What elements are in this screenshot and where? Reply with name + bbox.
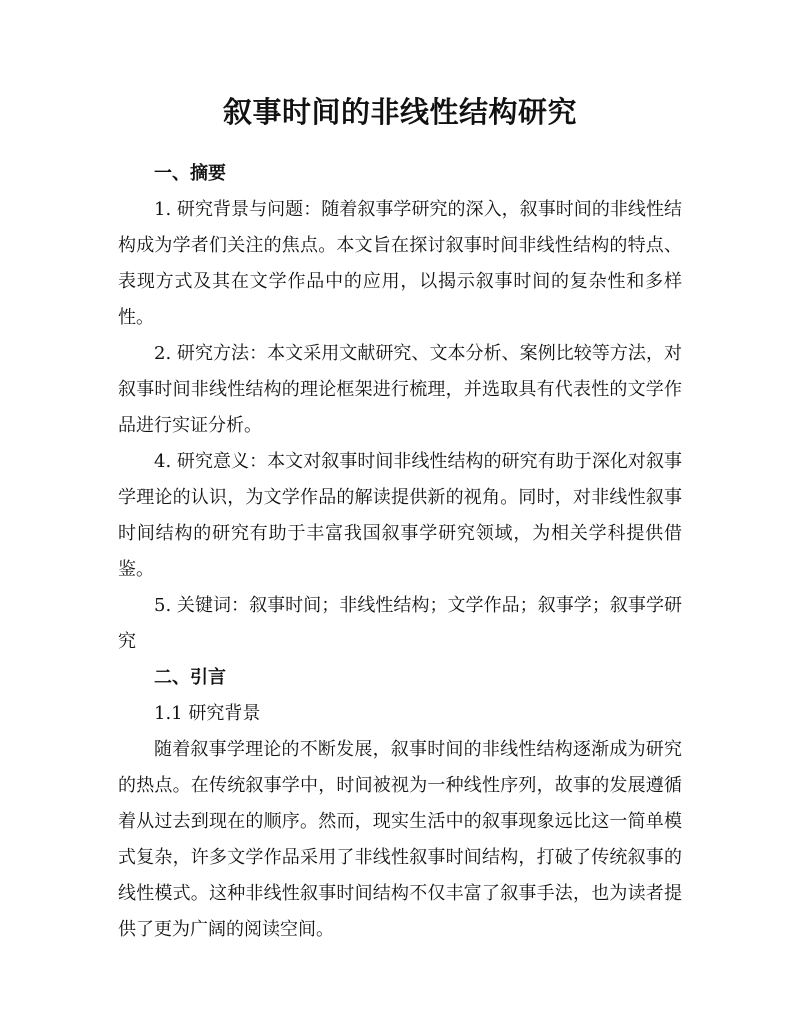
document-title: 叙事时间的非线性结构研究 <box>222 95 577 129</box>
subsection-heading-background: 1.1 研究背景 <box>154 703 261 724</box>
abstract-paragraph-background: 1. 研究背景与问题：随着叙事学研究的深入，叙事时间的非线性结构成为学者们关注的焦点。本文旨在探讨叙事时间非线性结构的特点、表现方式及其在文学作品中的应用，以揭示叙事时间的复杂性和多样性。 <box>118 199 682 328</box>
section-heading-introduction: 二、引言 <box>154 667 226 688</box>
abstract-paragraph-method: 2. 研究方法：本文采用文献研究、文本分析、案例比较等方法，对叙事时间非线性结构的理论框架进行梳理，并选取具有代表性的文学作品进行实证分析。 <box>118 343 682 436</box>
introduction-paragraph: 随着叙事学理论的不断发展，叙事时间的非线性结构逐渐成为研究的热点。在传统叙事学中，时间被视为一种线性序列，故事的发展遵循着从过去到现在的顺序。然而，现实生活中的叙事现象远比这一简单模式复杂，许多文学作品采用了非线性叙事时间结构，打破了传统叙事的线性模式。这种非线性叙事时间结构不仅丰富了叙事手法，也为读者提供了更为广阔的阅读空间。 <box>118 739 682 940</box>
section-heading-abstract: 一、摘要 <box>154 163 226 184</box>
abstract-paragraph-significance: 4. 研究意义：本文对叙事时间非线性结构的研究有助于深化对叙事学理论的认识，为文学作品的解读提供新的视角。同时，对非线性叙事时间结构的研究有助于丰富我国叙事学研究领域，为相关学科提供借鉴。 <box>118 451 682 580</box>
abstract-paragraph-keywords: 5. 关键词：叙事时间；非线性结构；文学作品；叙事学；叙事学研究 <box>118 595 682 652</box>
